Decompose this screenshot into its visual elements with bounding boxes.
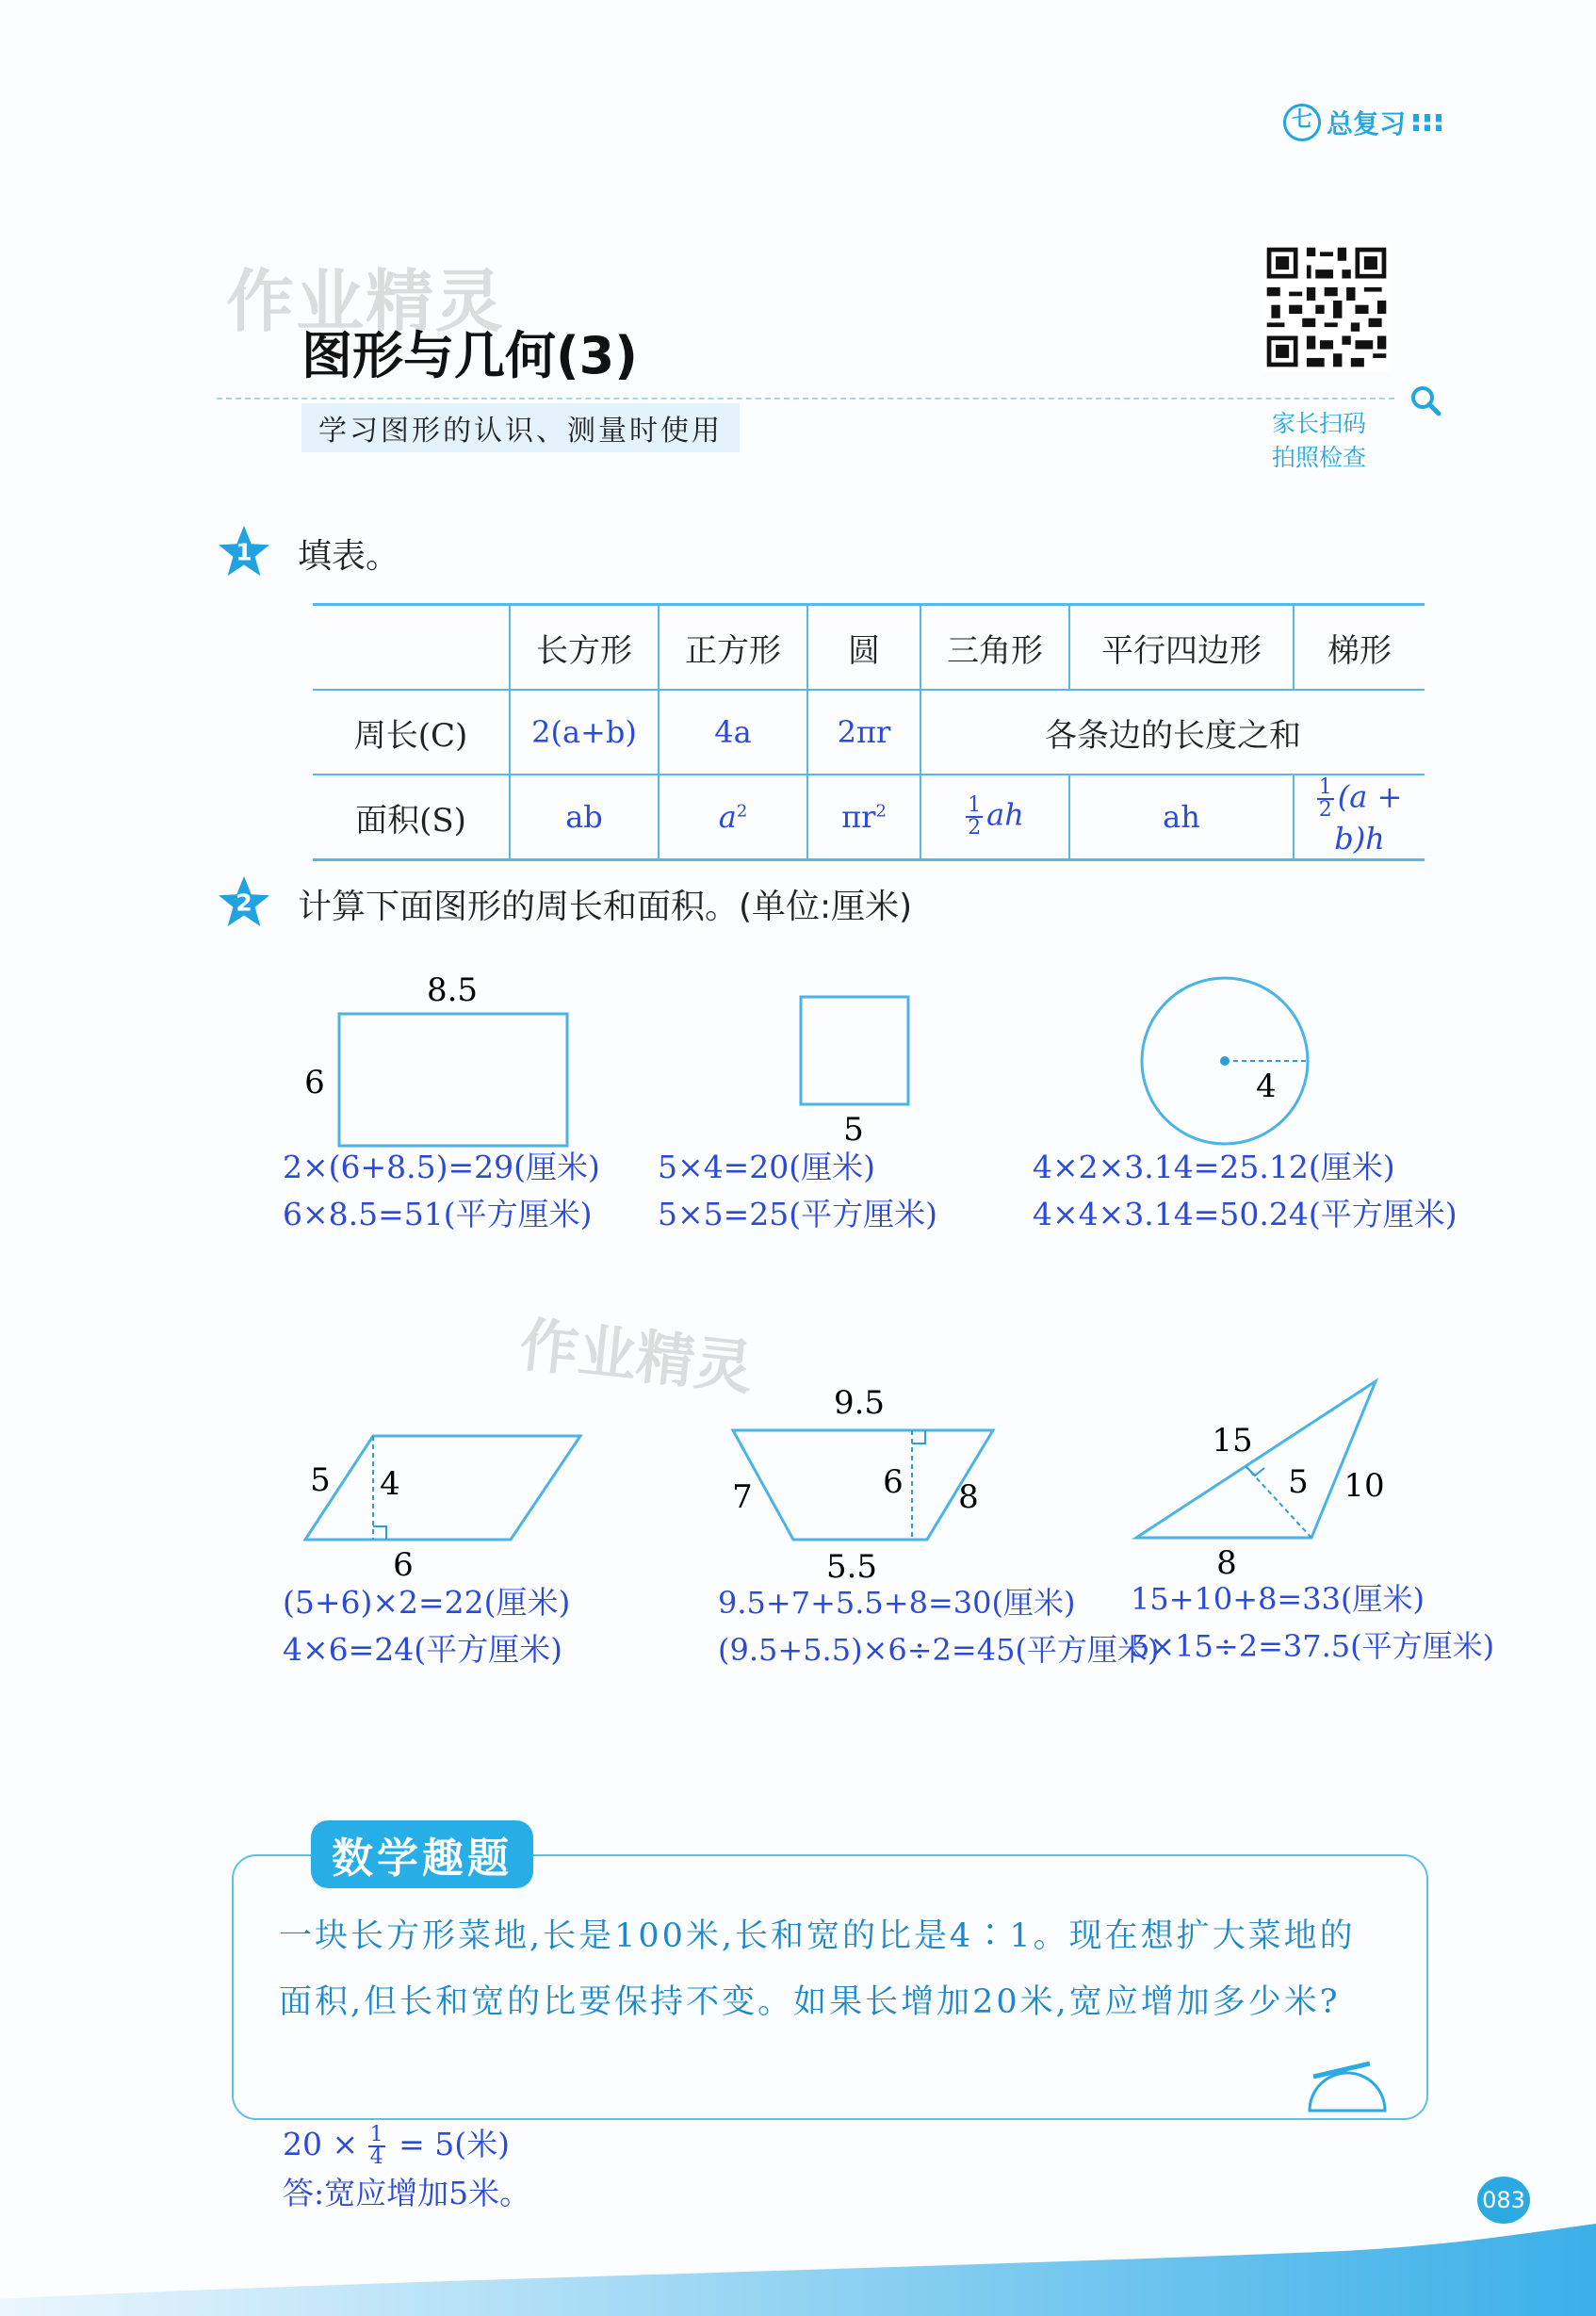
rect-top-label: 8.5 xyxy=(426,971,479,1009)
subtitle: 学习图形的认识、测量时使用 xyxy=(301,403,740,452)
trapezoid-left-label: 7 xyxy=(732,1478,753,1516)
answer-cell: 2(a+b) xyxy=(510,690,659,775)
square-figure xyxy=(801,997,908,1104)
trapezoid-answers xyxy=(718,1579,1159,1673)
trapezoid-figure xyxy=(733,1430,993,1540)
answer-line: (9.5+5.5)×6÷2=45(平方厘米) xyxy=(718,1632,1160,1668)
square-bottom-label: 5 xyxy=(843,1111,864,1149)
answer-line: 6×8.5=51(平方厘米) xyxy=(283,1196,593,1232)
triangle-side-a-label: 15 xyxy=(1212,1422,1253,1460)
triangle-side-c-label: 8 xyxy=(1216,1544,1237,1582)
circle-answers xyxy=(1033,1144,1458,1238)
section-2-title: 计算下面图形的周长和面积。(单位:厘米) xyxy=(298,888,913,926)
triangle-height-label: 5 xyxy=(1288,1463,1309,1501)
answer-line: 4×4×3.14=50.24(平方厘米) xyxy=(1033,1196,1458,1232)
protractor-icon xyxy=(1304,2058,1389,2118)
fun-problem-label: 数学趣题 xyxy=(311,1820,533,1888)
answer-cell: $\frac{1}{2}$ (a + b)h xyxy=(1294,775,1425,860)
fun-answer xyxy=(283,2120,530,2218)
answer-line: (5+6)×2=22(厘米) xyxy=(283,1584,571,1621)
triangle-figure xyxy=(1136,1381,1376,1538)
parallelogram-base-label: 6 xyxy=(393,1546,414,1584)
answer-cell: $\pi r^2$ xyxy=(807,775,920,860)
row-label: 周长(C) xyxy=(313,690,510,775)
trapezoid-right-label: 8 xyxy=(958,1478,979,1516)
answer-line: 15+10+8=33(厘米) xyxy=(1131,1581,1425,1617)
svg-text:1: 1 xyxy=(236,538,252,566)
rect-answers xyxy=(283,1144,600,1238)
trapezoid-height-label: 6 xyxy=(883,1463,904,1501)
parallelogram-answers xyxy=(283,1579,570,1673)
page-number: 083 xyxy=(1477,2177,1530,2224)
answer-line: 5×5=25(平方厘米) xyxy=(658,1196,938,1232)
chapter-title: 总复习 xyxy=(1326,108,1406,139)
answer-cell: $\frac{1}{2}$ ah xyxy=(920,775,1069,860)
parallelogram-height-label: 4 xyxy=(380,1465,400,1503)
answer-cell: 2πr xyxy=(807,690,920,775)
svg-text:2: 2 xyxy=(236,889,252,917)
answer-cell: ab xyxy=(510,775,659,860)
trapezoid-bottom-label: 5.5 xyxy=(825,1548,878,1586)
chapter-number: 七 xyxy=(1283,104,1321,141)
answer-cell: ah xyxy=(1069,775,1294,860)
bottom-wave xyxy=(0,2224,1596,2316)
triangle-answers xyxy=(1131,1575,1494,1670)
answer-line: 2×(6+8.5)=29(厘米) xyxy=(283,1149,600,1185)
answer-cell: 4a xyxy=(659,690,807,775)
answer-line: 4×2×3.14=25.12(厘米) xyxy=(1033,1149,1395,1185)
parallelogram-side-label: 5 xyxy=(310,1461,331,1499)
fun-problem-text: 一块长方形菜地,长是100米,长和宽的比是4∶1。现在想扩大菜地的面积,但长和宽的比要保持不变。如果长增加20米,宽应增加多少米? xyxy=(279,1917,1356,2021)
section-1-title: 填表。 xyxy=(298,537,400,576)
answer-line: 5×15÷2=37.5(平方厘米) xyxy=(1131,1628,1495,1664)
row-label: 面积(S) xyxy=(313,775,510,860)
rect-side-label: 6 xyxy=(304,1064,325,1101)
answer-cell: $a^2$ xyxy=(659,775,807,860)
watermark: 作业精灵 xyxy=(516,1310,757,1403)
table-header-cell: 梯形 xyxy=(1294,605,1425,691)
fun-answer-line-1: 20 × $\frac{1}{4}$ = 5(米) xyxy=(283,2123,511,2169)
table-header-cell: 正方形 xyxy=(659,605,807,691)
table-header-cell: 平行四边形 xyxy=(1069,605,1294,691)
table-header-cell: 圆 xyxy=(807,605,920,691)
table-header-cell: 三角形 xyxy=(920,605,1069,691)
merged-cell: 各条边的长度之和 xyxy=(920,690,1425,775)
qr-note-line-1: 家长扫码 xyxy=(1272,410,1367,437)
answer-line: 4×6=24(平方厘米) xyxy=(283,1631,563,1668)
triangle-side-b-label: 10 xyxy=(1344,1467,1385,1505)
answer-line: 5×4=20(厘米) xyxy=(658,1149,876,1185)
fun-answer-line-2: 答:宽应增加5米。 xyxy=(283,2175,531,2211)
square-answers xyxy=(658,1144,937,1238)
rectangle-figure xyxy=(339,1014,567,1146)
watermark: 作业精灵 xyxy=(226,262,506,341)
answer-line: 9.5+7+5.5+8=30(厘米) xyxy=(718,1585,1076,1621)
qr-note-line-2: 拍照检查 xyxy=(1272,444,1367,471)
circle-radius-label: 4 xyxy=(1256,1068,1277,1105)
page-title: 图形与几何(3) xyxy=(301,326,638,385)
table-header-cell: 长方形 xyxy=(510,605,659,691)
parallelogram-figure xyxy=(305,1436,580,1540)
trapezoid-top-label: 9.5 xyxy=(833,1384,886,1422)
